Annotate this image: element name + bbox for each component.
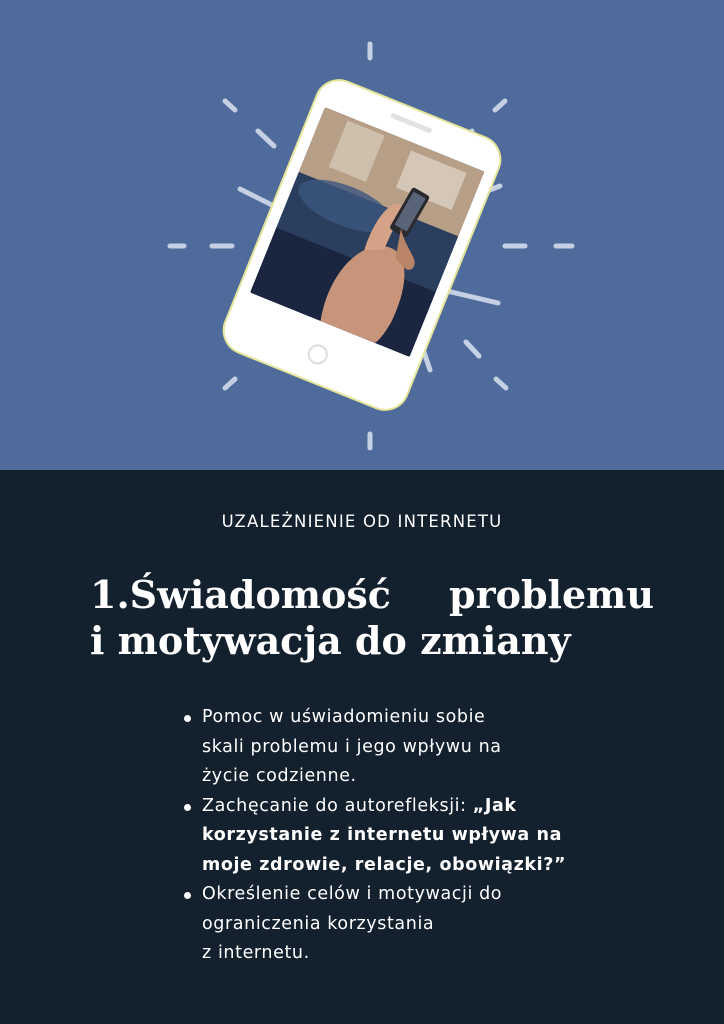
- section-subtitle: UZALEŻNIENIE OD INTERNETU: [221, 512, 503, 531]
- bullet-text: skali problemu i jego wpływu na: [202, 736, 502, 757]
- title-part-awareness: 1.Świadomość: [90, 572, 391, 617]
- title-part-problem: problemu: [449, 572, 654, 617]
- bullet-bold-text: „Jak: [472, 795, 517, 816]
- smartphone-illustration: [0, 0, 724, 470]
- bullet-text: Pomoc w uświadomieniu sobie: [202, 707, 486, 727]
- title-line-1: [90, 572, 654, 618]
- bullet-icon: [184, 804, 191, 811]
- list-item: [184, 792, 604, 881]
- bullet-text: Określenie celów i motywacji do: [202, 884, 503, 904]
- bullet-text: z internetu.: [202, 943, 310, 963]
- page-title: [90, 572, 654, 664]
- list-item: [184, 703, 604, 792]
- bullet-icon: [184, 892, 191, 899]
- title-line-2: i motywacja do zmiany: [90, 618, 571, 663]
- bullet-bold-text: korzystanie z internetu wpływa na: [202, 825, 562, 845]
- bullet-icon: [184, 715, 191, 722]
- smartphone-icon: [216, 73, 507, 417]
- bullet-text: ograniczenia korzystania: [202, 913, 435, 934]
- bullet-list: [184, 703, 604, 969]
- bullet-bold-text: moje zdrowie, relacje, obowiązki?”: [202, 854, 567, 875]
- bullet-text: Zachęcanie do autorefleksji:: [202, 795, 473, 816]
- list-item: [184, 880, 604, 969]
- bullet-text: życie codzienne.: [202, 766, 357, 786]
